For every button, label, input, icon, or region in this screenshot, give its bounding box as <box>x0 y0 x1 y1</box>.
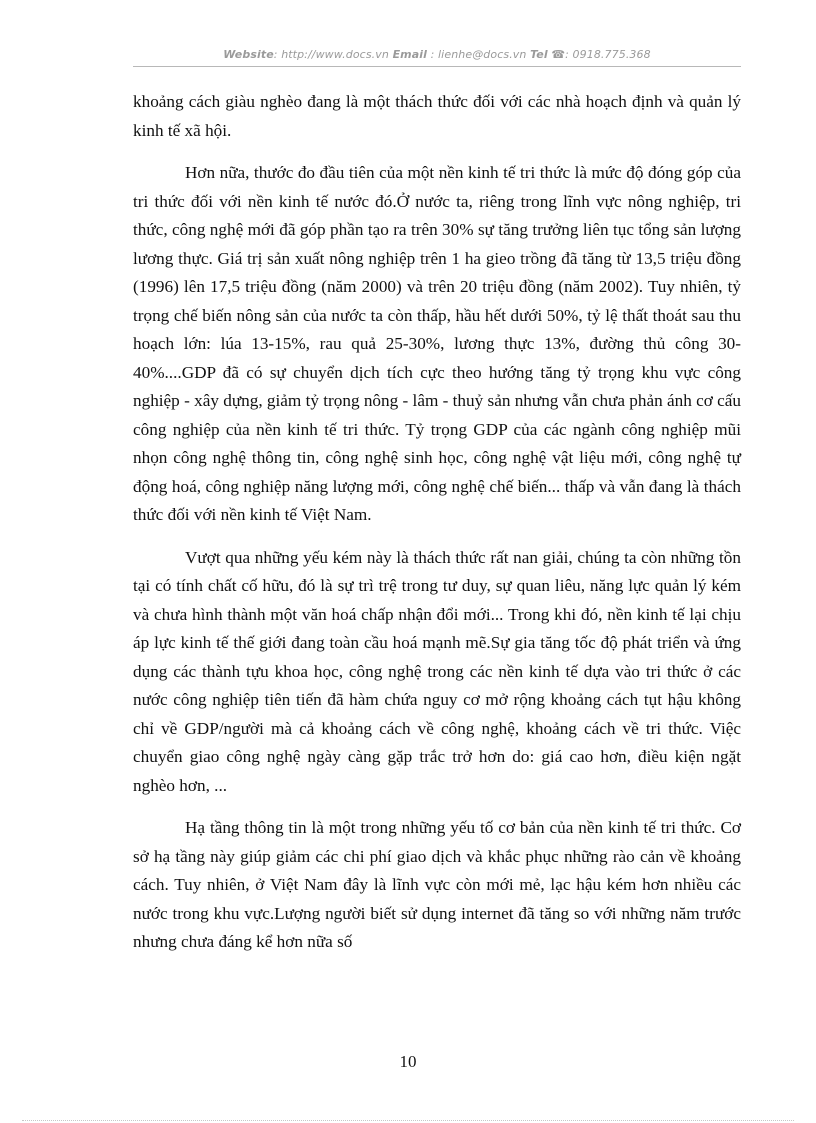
phone-icon: ☎ <box>551 48 566 61</box>
website-label: Website <box>223 48 274 61</box>
paragraph: khoảng cách giàu nghèo đang là một thách thức đối với các nhà hoạch định và quản lý kinh tế xã hội. <box>133 92 741 140</box>
paragraph: Vượt qua những yếu kém này là thách thức rất nan giải, chúng ta còn những tồn tại có tính chất cố hữu, đó là sự trì trệ trong tư duy, sự quan liêu, năng lực quản lý kém và chưa hình thành một văn hoá chấp nhận đổi mới... Trong khi đó, nền kinh tế lại chịu áp lực kinh tế thế giới đang toàn cầu hoá mạnh mẽ.Sự gia tăng tốc độ phát triển và ứng dụng các thành tựu khoa học, công nghệ trong các nền kinh tế dựa vào tri thức ở các nước công nghiệp tiên tiến đã hàm chứa nguy cơ mở rộng khoảng cách tụt hậu không chỉ về GDP/người mà cả khoảng cách về công nghệ, khoảng cách về tri thức. Việc chuyển giao công nghệ ngày càng gặp trắc trở hơn do: giá cao hơn, điều kiện ngặt nghèo hơn, ... <box>133 547 741 795</box>
footer-divider <box>22 1120 794 1121</box>
email-label: Email <box>392 48 428 61</box>
email-separator: : <box>427 48 439 61</box>
paragraph: Hạ tầng thông tin là một trong những yếu tố cơ bản của nền kinh tế tri thức. Cơ sở hạ tầng này giúp giảm các chi phí giao dịch và khắc phục những rào cản về khoảng cách. Tuy nhiên, ở Việt Nam đây là lĩnh vực còn mới mẻ, lạc hậu kém hơn nhiều các nước trong khu vực.Lượng người biết sử dụng internet đã tăng so với những năm trước nhưng chưa đáng kể hơn nữa số <box>133 818 741 951</box>
body-text <box>133 88 741 971</box>
paragraph: Hơn nữa, thước đo đầu tiên của một nền kinh tế tri thức là mức độ đóng góp của tri thức đối với nền kinh tế nước đó.Ở nước ta, riêng trong lĩnh vực nông nghiệp, tri thức, công nghệ mới đã góp phần tạo ra trên 30% sự tăng trưởng liên tục tổng sản lượng lương thực. Giá trị sản xuất nông nghiệp trên 1 ha gieo trồng đã tăng từ 13,5 triệu đồng (1996) lên 17,5 triệu đồng (năm 2000) và trên 20 triệu đồng (năm 2002). Tuy nhiên, tỷ trọng chế biến nông sản của nước ta còn thấp, hầu hết dưới 50%, tỷ lệ thất thoát sau thu hoạch lớn: lúa 13-15%, rau quả 25-30%, lương thực 13%, đường thủ công 30-40%....GDP đã có sự chuyển dịch tích cực theo hướng tăng tỷ trọng khu vực công nghiệp - xây dựng, giảm tỷ trọng nông - lâm - thuỷ sản nhưng vẫn chưa phản ánh cơ cấu công nghiệp của nền kinh tế tri thức. Tỷ trọng GDP của các ngành công nghiệp mũi nhọn công nghệ thông tin, công nghệ sinh học, công nghệ vật liệu mới, công nghệ tự động hoá, công nghiệp năng lượng mới, công nghệ chế biến... thấp và vẫn đang là thách thức đối với nền kinh tế Việt Nam. <box>133 163 741 524</box>
website-url[interactable]: http://www.docs.vn <box>281 48 389 61</box>
website-separator: : <box>273 48 282 61</box>
tel-number: : 0918.775.368 <box>565 48 651 61</box>
page-number: 10 <box>399 1052 417 1071</box>
page-header <box>133 48 741 61</box>
header-divider <box>133 66 741 67</box>
email-address[interactable]: lienhe@docs.vn <box>438 48 527 61</box>
tel-label: Tel <box>530 48 548 61</box>
